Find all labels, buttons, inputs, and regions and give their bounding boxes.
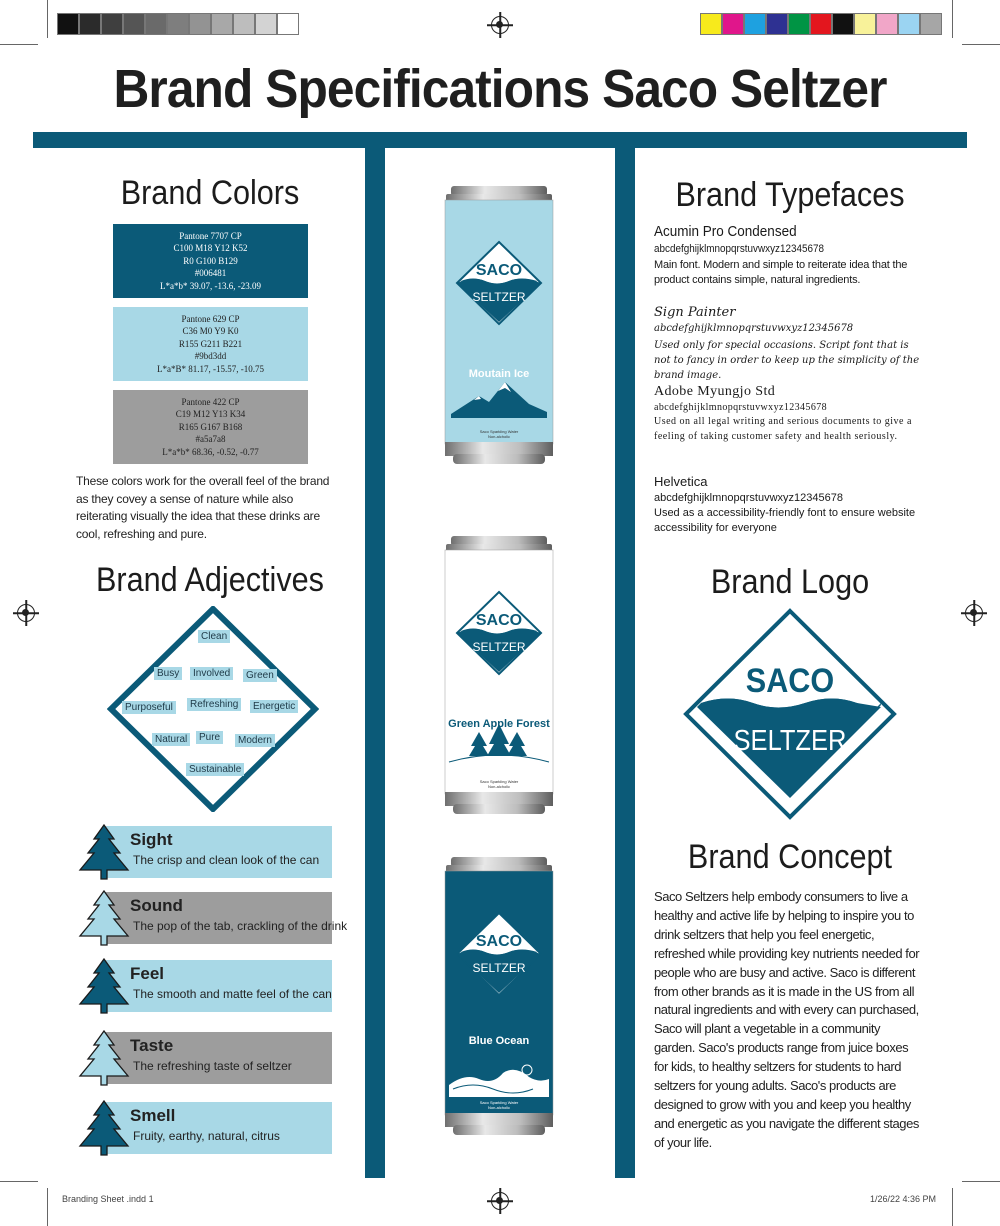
print-swatch <box>277 13 299 35</box>
sense-sight <box>103 826 332 878</box>
footer-timestamp: 1/26/22 4:36 PM <box>870 1194 937 1204</box>
adjective-involved: Involved <box>190 667 233 680</box>
pine-tree-icon <box>76 1029 132 1087</box>
adjective-clean: Clean <box>198 630 230 643</box>
color-spec-line: #006481 <box>194 268 227 279</box>
typeface-name-helvetica: Helvetica <box>654 474 708 489</box>
color-spec-line: C19 M12 Y13 K34 <box>175 409 246 420</box>
sense-description: The refreshing taste of seltzer <box>133 1059 292 1073</box>
can-brand-top: SACO <box>475 933 523 950</box>
column-divider-right <box>615 148 635 1178</box>
can-brand-top: SACO <box>475 262 523 279</box>
can-brand-bottom: SELTZER <box>472 290 526 304</box>
sense-title: Sound <box>130 896 183 915</box>
typeface-desc-helvetica: Used as a accessibility-friendly font to ensure website accessibility for everyone <box>654 507 916 534</box>
color-spec-line: R165 G167 B168 <box>178 421 243 432</box>
adjective-refreshing: Refreshing <box>187 698 241 711</box>
color-swatch-neutral <box>113 390 308 464</box>
adjective-natural: Natural <box>152 733 190 746</box>
adjective-purposeful: Purposeful <box>122 701 176 714</box>
print-swatch <box>101 13 123 35</box>
print-swatch <box>832 13 854 35</box>
pine-tree-icon <box>76 823 132 881</box>
header-rule <box>33 132 967 148</box>
color-swatch-secondary <box>113 307 308 381</box>
crop-mark <box>0 1181 38 1182</box>
print-swatch <box>123 13 145 35</box>
adjective-sustainable: Sustainable <box>186 763 244 776</box>
typeface-name-acumin: Acumin Pro Condensed <box>654 223 797 240</box>
can-brand-bottom: SELTZER <box>472 640 526 654</box>
print-swatch <box>211 13 233 35</box>
column-divider-left <box>365 148 385 1178</box>
sense-description: The pop of the tab, crackling of the drink <box>133 919 348 933</box>
page-title: Brand Specifications Saco Seltzer <box>113 59 887 119</box>
adjective-busy: Busy <box>154 667 182 680</box>
can-flavor-name: Moutain Ice <box>468 368 530 380</box>
print-swatch <box>57 13 79 35</box>
color-spec-line: C36 M0 Y9 K0 <box>182 326 239 337</box>
pine-tree-icon <box>76 889 132 947</box>
footer-file-info: Branding Sheet .indd 1 <box>62 1194 154 1204</box>
pine-tree-icon <box>76 1099 132 1157</box>
print-swatch <box>744 13 766 35</box>
sense-title: Sight <box>130 830 173 849</box>
brand-adjectives-heading: Brand Adjectives <box>96 561 324 599</box>
color-swatch-primary <box>113 224 308 298</box>
typeface-name-sign-painter: Sign Painter <box>654 305 736 320</box>
typeface-sample-acumin: abcdefghijklmnopqrstuvwxyz12345678 <box>654 243 825 255</box>
can-3 <box>443 857 555 1137</box>
crop-mark <box>962 1181 1000 1182</box>
print-swatch <box>766 13 788 35</box>
brand-logo <box>683 608 897 820</box>
brand-logo-heading: Brand Logo <box>710 563 870 601</box>
print-swatch <box>898 13 920 35</box>
typeface-desc-acumin: Main font. Modern and simple to reiterate idea that the product contains simple, natural ingredients. <box>654 259 908 286</box>
print-swatch <box>255 13 277 35</box>
registration-mark <box>491 16 509 34</box>
sense-description: Fruity, earthy, natural, citrus <box>133 1129 280 1143</box>
can-fine-print: Non-alcholic <box>487 434 510 439</box>
crop-mark <box>47 1188 48 1226</box>
typeface-desc-sign-painter: Used only for special occasions. Script font that is not to fancy in order to keep up the simplicity of the brand image. <box>654 340 920 381</box>
can-graphic <box>443 536 555 816</box>
brand-typefaces-heading: Brand Typefaces <box>675 176 905 214</box>
can-fine-print: Saco Sparkling Water <box>479 779 519 784</box>
sense-smell <box>103 1102 332 1154</box>
print-swatch <box>233 13 255 35</box>
can-flavor-name: Green Apple Forest <box>448 718 550 730</box>
sense-description: The crisp and clean look of the can <box>133 853 320 867</box>
typeface-sample-sign-painter: abcdefghijklmnopqrstuvwxyz12345678 <box>654 323 854 334</box>
color-spec-line: R0 G100 B129 <box>183 255 238 266</box>
color-spec-line: L*a*B* 81.17, -15.57, -10.75 <box>157 363 264 374</box>
sense-title: Smell <box>130 1106 176 1125</box>
print-swatch <box>167 13 189 35</box>
can-flavor-name: Blue Ocean <box>468 1035 530 1047</box>
pine-tree-icon <box>76 957 132 1015</box>
print-swatch <box>788 13 810 35</box>
crop-mark <box>952 0 953 38</box>
can-2 <box>443 536 555 816</box>
color-spec-line: #9bd3dd <box>194 351 227 362</box>
print-swatch <box>189 13 211 35</box>
registration-mark <box>965 604 983 622</box>
logo-text-top: SACO <box>745 661 835 700</box>
can-fine-print: Non-alcholic <box>487 1105 510 1110</box>
print-swatch <box>79 13 101 35</box>
color-spec-line: R155 G211 B221 <box>178 338 243 349</box>
color-swatch-bar <box>700 13 942 35</box>
typeface-desc-myungjo: Used on all legal writing and serious documents to give a feeling of taking customer safety and health seriously. <box>654 416 912 442</box>
color-spec-line: Pantone 7707 CP <box>179 230 242 241</box>
can-fine-print: Saco Sparkling Water <box>479 429 519 434</box>
brand-colors-heading: Brand Colors <box>120 174 300 212</box>
sense-title: Feel <box>130 964 165 983</box>
color-spec-line: Pantone 629 CP <box>181 313 240 324</box>
sense-sound <box>103 892 348 944</box>
adjective-energetic: Energetic <box>250 700 298 713</box>
can-fine-print: Saco Sparkling Water <box>479 1100 519 1105</box>
registration-mark <box>491 1192 509 1210</box>
can-graphic <box>443 186 555 466</box>
sense-taste <box>103 1032 332 1084</box>
color-spec-line: C100 M18 Y12 K52 <box>173 243 248 254</box>
can-brand-top: SACO <box>475 612 523 629</box>
sense-description: The smooth and matte feel of the can <box>133 987 332 1001</box>
color-spec-line: #a5a7a8 <box>195 434 226 445</box>
brand-concept-heading: Brand Concept <box>687 838 893 876</box>
print-swatch <box>145 13 167 35</box>
crop-mark <box>952 1188 953 1226</box>
can-fine-print: Non-alcholic <box>487 784 510 789</box>
print-swatch <box>722 13 744 35</box>
can-brand-bottom: SELTZER <box>472 961 526 975</box>
adjective-pure: Pure <box>196 731 223 744</box>
can-graphic <box>443 857 555 1137</box>
color-spec-line: L*a*b* 68.36, -0.52, -0.77 <box>162 446 259 457</box>
can-1 <box>443 186 555 466</box>
crop-mark <box>962 44 1000 45</box>
color-spec-line: L*a*b* 39.07, -13.6, -23.09 <box>160 280 261 291</box>
print-swatch <box>810 13 832 35</box>
typeface-sample-helvetica: abcdefghijklmnopqrstuvwxyz12345678 <box>654 492 843 504</box>
grayscale-swatch-bar <box>57 13 299 35</box>
crop-mark <box>47 0 48 38</box>
print-swatch <box>854 13 876 35</box>
logo-text-bottom: SELTZER <box>733 723 847 757</box>
sense-feel <box>103 960 332 1012</box>
adjective-modern: Modern <box>235 734 275 747</box>
typeface-sample-myungjo: abcdefghijklmnopqrstuvwxyz12345678 <box>654 402 828 413</box>
color-spec-line: Pantone 422 CP <box>181 396 240 407</box>
sense-title: Taste <box>130 1036 174 1055</box>
colors-description: These colors work for the overall feel of the brand as they covey a sense of nature while also reiterating visually the idea that these drinks are cool, refreshing and pure. <box>76 474 330 541</box>
print-swatch <box>876 13 898 35</box>
crop-mark <box>0 44 38 45</box>
registration-mark <box>17 604 35 622</box>
concept-body: Saco Seltzers help embody consumers to live a healthy and active life by helping to inspire you to drink seltzers that help you feel energetic, refreshed while providing key nutrients needed for people who are busy and active. Saco is different from other brands as it is made in the US from all natural ingredients and with every can purchased, Saco will plant a vegetable in a community garden. Saco's products range from juice boxes for kids, to healthy seltzers for students to hard seltzers for young adults. Saco's products are designed to grow with you and keep you healthy and energetic as you navigate the different stages of your life. <box>654 889 920 1150</box>
typeface-name-myungjo: Adobe Myungjo Std <box>654 384 776 399</box>
adjective-green: Green <box>243 669 277 682</box>
print-swatch <box>920 13 942 35</box>
print-swatch <box>700 13 722 35</box>
